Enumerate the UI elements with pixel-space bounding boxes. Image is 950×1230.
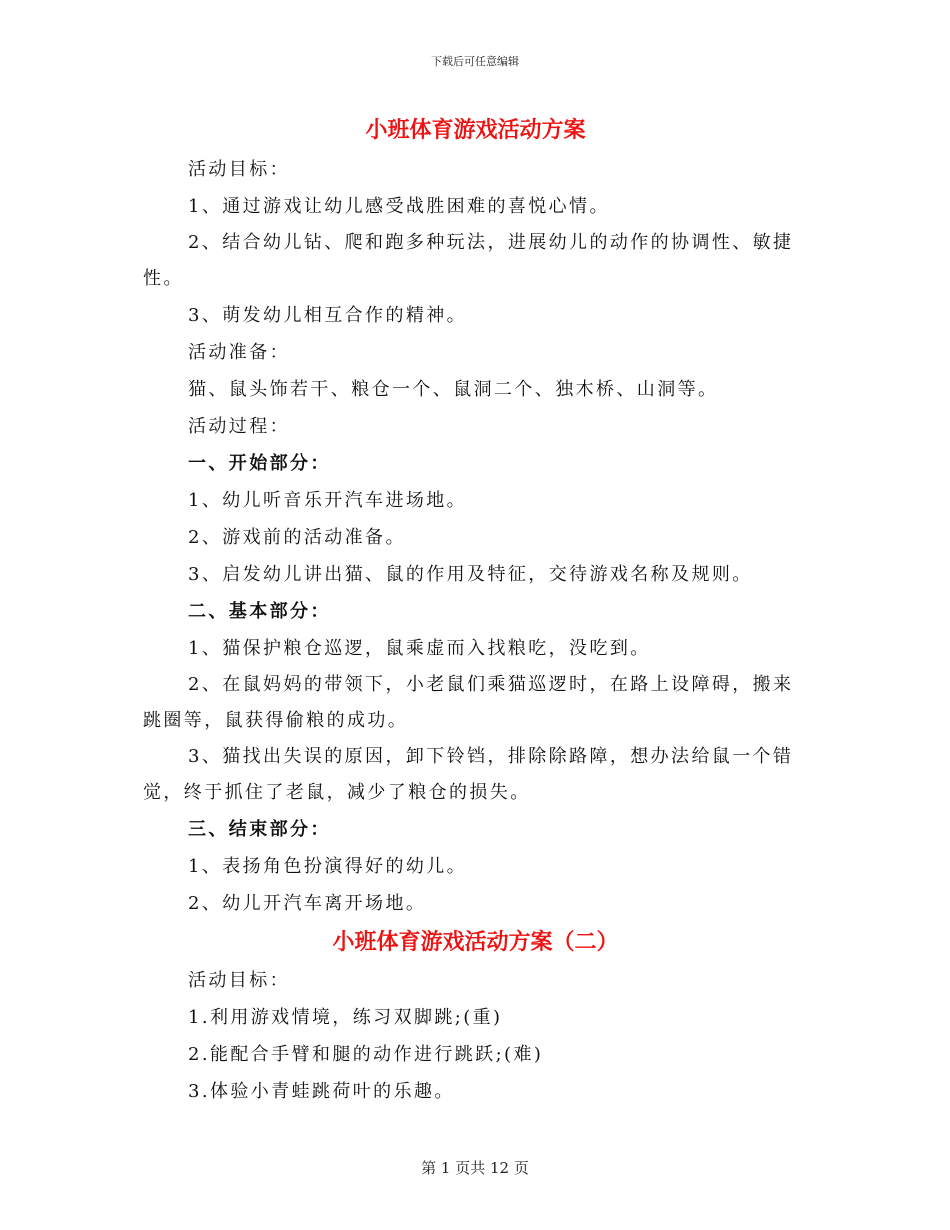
paragraph: 活动准备： [188,342,290,363]
paragraph: 活动目标： [188,159,290,180]
paragraph: 2、结合幼儿钻、爬和跑多种玩法，进展幼儿的动作的协调性、敏捷性。 [143,232,794,289]
section-heading: 一、开始部分： [188,453,331,474]
paragraph: 猫、鼠头饰若干、粮仓一个、鼠洞二个、独木桥、山洞等。 [188,379,719,400]
paragraph: 1、通过游戏让幼儿感受战胜困难的喜悦心情。 [188,196,610,217]
paragraph: 3、萌发幼儿相互合作的精神。 [188,305,468,326]
document-body [143,113,808,1110]
paragraph: 1、猫保护粮仓巡逻，鼠乘虚而入找粮吃，没吃到。 [188,638,651,659]
section-heading: 三、结束部分： [188,819,331,840]
paragraph: 1、幼儿听音乐开汽车进场地。 [188,490,468,511]
paragraph: 3.体验小青蛙跳荷叶的乐趣。 [188,1081,455,1102]
paragraph: 2、在鼠妈妈的带领下，小老鼠们乘猫巡逻时，在路上设障碍，搬来跳圈等，鼠获得偷粮的成功。 [143,674,794,731]
second-title: 小班体育游戏活动方案（二） [332,929,619,955]
paragraph: 1、表扬角色扮演得好的幼儿。 [188,856,468,877]
paragraph: 1.利用游戏情境，练习双脚跳;(重) [188,1007,503,1028]
paragraph: 3、猫找出失误的原因，卸下铃铛，排除除路障，想办法给鼠一个错觉，终于抓住了老鼠，减少了粮仓的损失。 [143,746,794,803]
paragraph: 2.能配合手臂和腿的动作进行跳跃;(难) [188,1044,544,1065]
paragraph: 3、启发幼儿讲出猫、鼠的作用及特征，交待游戏名称及规则。 [188,564,753,585]
page-header: 下载后可任意编辑 [431,55,519,68]
paragraph: 2、游戏前的活动准备。 [188,527,406,548]
document-title: 小班体育游戏活动方案 [365,117,586,143]
page-footer: 第 1 页共 12 页 [421,1159,529,1177]
paragraph: 活动目标： [188,970,290,991]
paragraph: 2、幼儿开汽车离开场地。 [188,893,427,914]
paragraph: 活动过程： [188,416,290,437]
section-heading: 二、基本部分： [188,601,331,622]
